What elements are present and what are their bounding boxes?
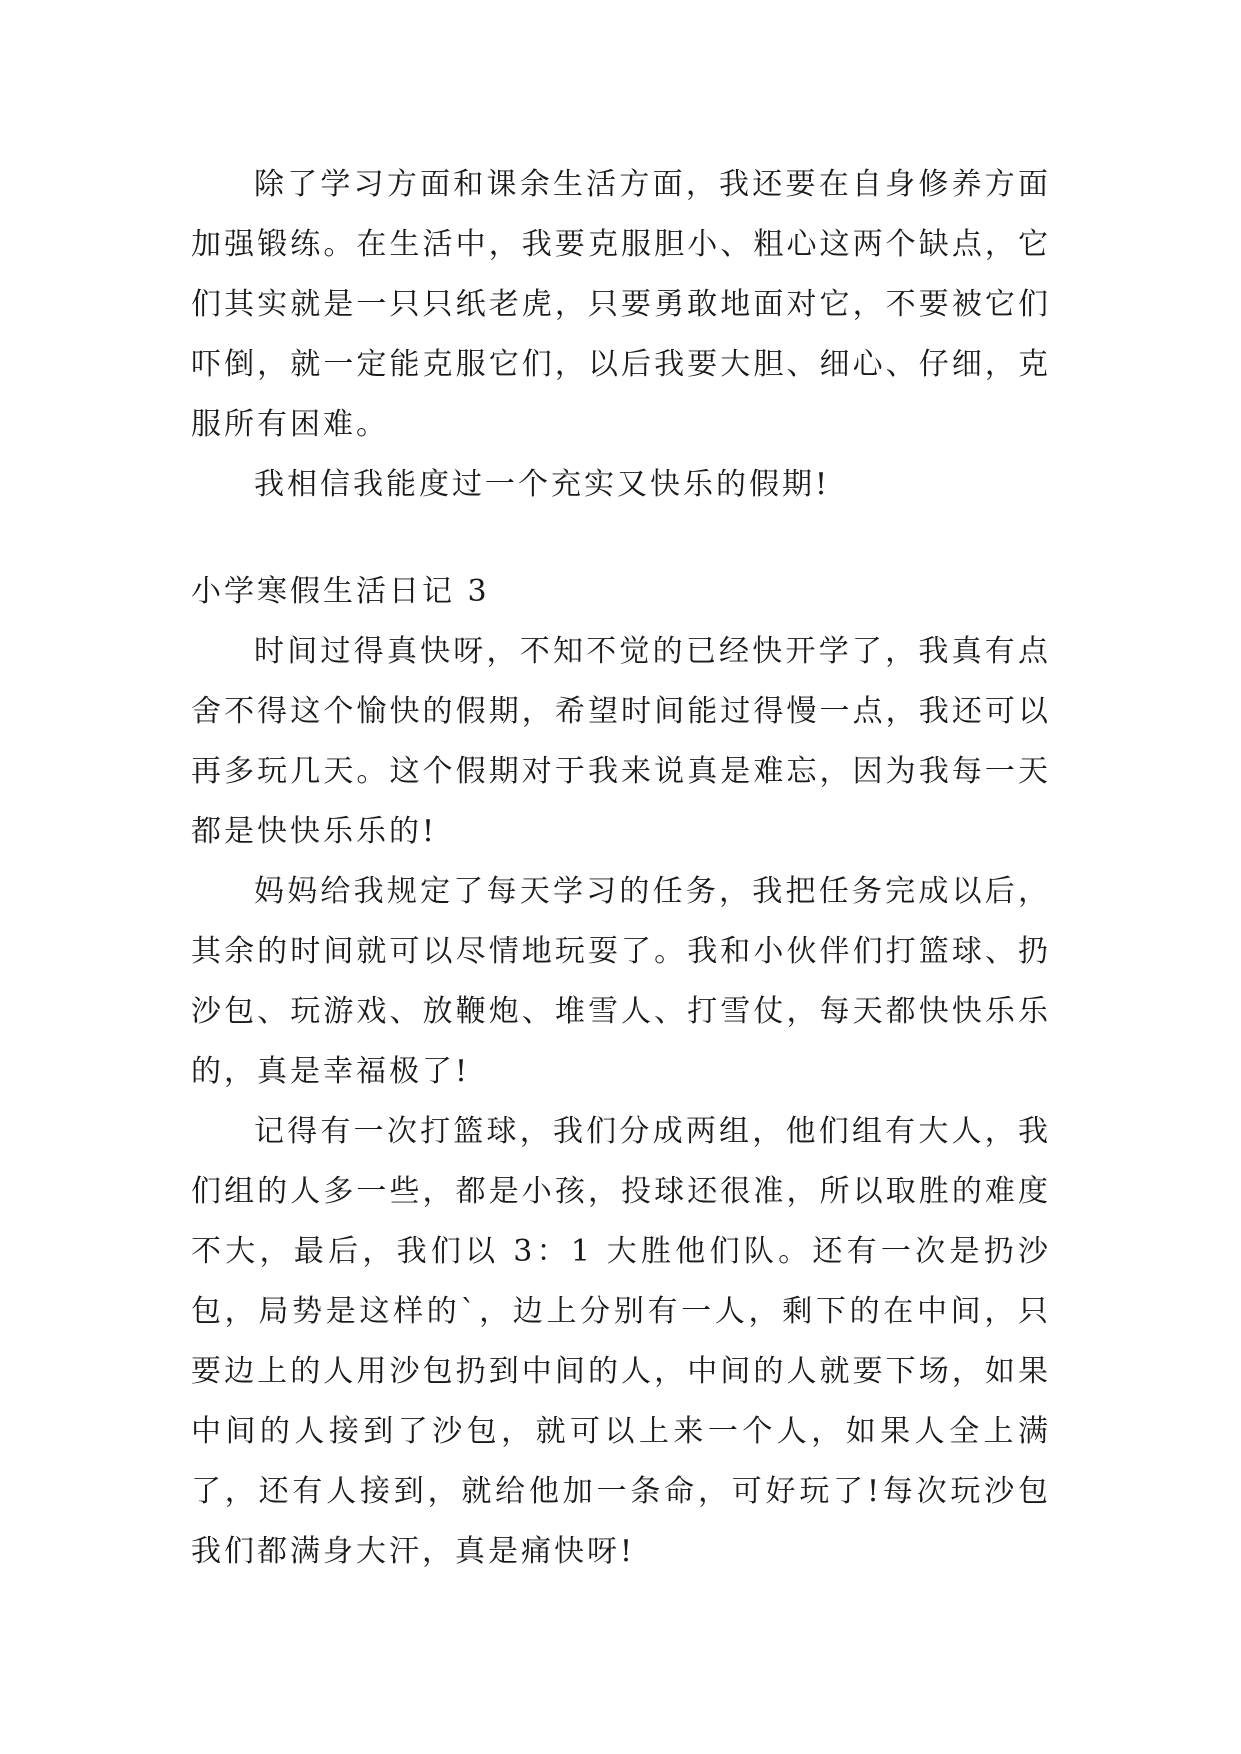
paragraph: 时间过得真快呀，不知不觉的已经快开学了，我真有点舍不得这个愉快的假期，希望时间能过得慢一点，我还可以再多玩几天。这个假期对于我来说真是难忘，因为我每一天都是快快乐乐的! (191, 634, 1051, 849)
section-title: 小学寒假生活日记 3 (191, 574, 490, 609)
section-two (191, 562, 1051, 1582)
section-one (191, 155, 1051, 515)
paragraph: 除了学习方面和课余生活方面，我还要在自身修养方面加强锻练。在生活中，我要克服胆小、粗心这两个缺点，它们其实就是一只只纸老虎，只要勇敢地面对它，不要被它们吓倒，就一定能克服它们，以后我要大胆、细心、仔细，克服所有困难。 (191, 167, 1051, 442)
paragraph: 妈妈给我规定了每天学习的任务，我把任务完成以后，其余的时间就可以尽情地玩耍了。我和小伙伴们打篮球、扔沙包、玩游戏、放鞭炮、堆雪人、打雪仗，每天都快快乐乐的，真是幸福极了! (191, 874, 1051, 1089)
paragraph: 我相信我能度过一个充实又快乐的假期! (254, 467, 831, 502)
paragraph: 记得有一次打篮球，我们分成两组，他们组有大人，我们组的人多一些，都是小孩，投球还很准，所以取胜的难度不大，最后，我们以 3：1 大胜他们队。还有一次是扔沙包，局势是这样的`，边上分别有一人，剩下的在中间，只要边上的人用沙包扔到中间的人，中间的人就要下场，如果中间的人接到了沙包，就可以上来一个人，如果人全上满了，还有人接到，就给他加一条命，可好玩了!每次玩沙包我们都满身大汗，真是痛快呀! (191, 1114, 1051, 1569)
